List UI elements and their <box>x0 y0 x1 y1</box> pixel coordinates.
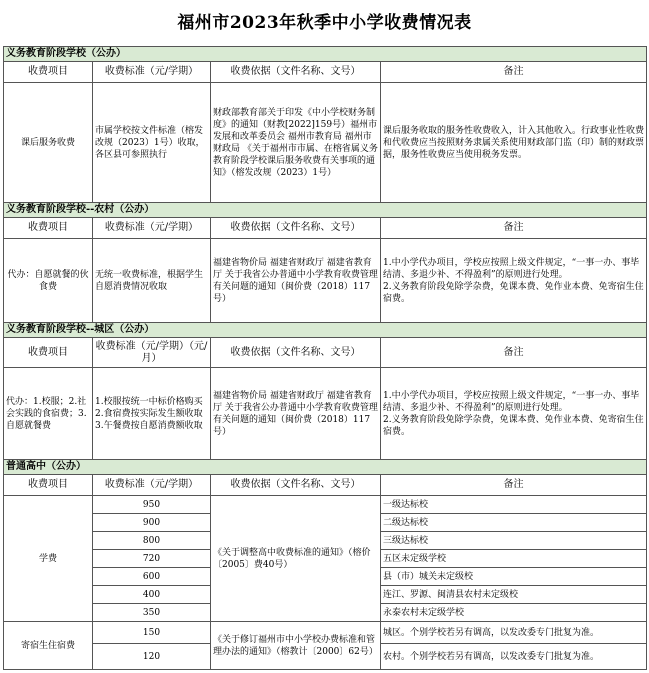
section-header-urban <box>4 323 647 338</box>
fee-remark: 课后服务收取的服务性收费收入，计入其他收入。行政事业性收费和代收费应当按照财务隶属关系使用财政部门监（印）制的财政票据，服务性收费应当使用税务发票。 <box>381 83 647 203</box>
standard-line: 3.午餐费按自愿消费额收取 <box>95 420 203 431</box>
header-item: 收费项目 <box>4 62 93 83</box>
standard-line: 1.校服按统一中标价格购买 <box>95 396 203 407</box>
fee-basis: 财政部教育部关于印发《中小学校财务制度》的通知（财教[2022]159号）福州市发展和改革委员会 福州市教育局 福州市财政局 《关于福州市市属、在榕省属义务教育阶段学校课后服务收费有关事项的通知》（榕发改规（2023）1号） <box>211 83 381 203</box>
fee-amount: 800 <box>93 532 211 550</box>
fee-remark: 五区未定级学校 <box>381 550 647 568</box>
standard-line: 2.食宿费按实际发生额收取 <box>95 408 203 419</box>
header-remark: 备注 <box>381 475 647 496</box>
section-title: 义务教育阶段学校--城区（公办） <box>4 323 647 338</box>
fee-remark: 县（市）城关未定级校 <box>381 568 647 586</box>
header-standard: 收费标准（元/学期） <box>93 62 211 83</box>
header-item: 收费项目 <box>4 218 93 239</box>
table-row <box>4 239 647 323</box>
header-standard: 收费标准（元/学期）（元/月） <box>93 338 211 368</box>
fee-remark: 一级达标校 <box>381 496 647 514</box>
fee-remark <box>381 368 647 460</box>
column-header-row <box>4 218 647 239</box>
remark-line: 1.中小学代办项目，学校应按照上级文件规定，“一事一办、事毕结清、多退少补、不得盈利”的原则进行处理。 <box>383 390 640 413</box>
column-header-row <box>4 338 647 368</box>
fee-basis: 福建省物价局 福建省财政厅 福建省教育厅 关于我省公办普通中小学教育收费管理有关问题的通知（闽价费（2018）117号） <box>211 239 381 323</box>
fee-item: 代办：1.校服；2.社会实践的食宿费；3.自愿就餐费 <box>4 368 93 460</box>
fee-remark: 三级达标校 <box>381 532 647 550</box>
section-header-high <box>4 460 647 475</box>
section-header-rural <box>4 203 647 218</box>
section-title: 义务教育阶段学校（公办） <box>4 47 647 62</box>
fee-basis: 《关于调整高中收费标准的通知》（榕价〔2005〕费40号） <box>211 496 381 622</box>
fee-item: 代办：自愿就餐的伙食费 <box>4 239 93 323</box>
header-basis: 收费依据（文件名称、文号） <box>211 475 381 496</box>
fee-remark: 永泰农村未定级学校 <box>381 604 647 622</box>
column-header-row <box>4 475 647 496</box>
section-title: 普通高中（公办） <box>4 460 647 475</box>
section-title: 义务教育阶段学校--农村（公办） <box>4 203 647 218</box>
fee-amount: 950 <box>93 496 211 514</box>
table-row <box>4 622 647 644</box>
column-header-row <box>4 62 647 83</box>
fee-amount: 150 <box>93 622 211 644</box>
page-title: 福州市2023年秋季中小学收费情况表 <box>177 13 472 33</box>
fee-amount: 350 <box>93 604 211 622</box>
fee-remark: 连江、罗源、闽清县农村未定级校 <box>381 586 647 604</box>
table-row <box>4 368 647 460</box>
fee-amount: 720 <box>93 550 211 568</box>
fee-standard <box>93 368 211 460</box>
header-basis: 收费依据（文件名称、文号） <box>211 218 381 239</box>
section-header-compulsory <box>4 47 647 62</box>
table-row <box>4 496 647 514</box>
fee-amount: 400 <box>93 586 211 604</box>
remark-line: 1.中小学代办项目，学校应按照上级文件规定，“一事一办、事毕结清、多退少补、不得盈利”的原则进行处理。 <box>383 257 640 280</box>
fee-standard: 无统一收费标准，根据学生自愿消费情况收取 <box>93 239 211 323</box>
header-remark: 备注 <box>381 218 647 239</box>
fee-remark: 农村。个别学校若另有调高，以发改委专门批复为准。 <box>381 644 647 670</box>
fee-item: 寄宿生住宿费 <box>4 622 93 670</box>
fee-remark: 二级达标校 <box>381 514 647 532</box>
header-item: 收费项目 <box>4 338 93 368</box>
remark-line: 2.义务教育阶段免除学杂费，免课本费、免作业本费、免寄宿生住宿费。 <box>383 414 644 437</box>
header-standard: 收费标准（元/学期） <box>93 218 211 239</box>
fee-item: 课后服务收费 <box>4 83 93 203</box>
fee-amount: 900 <box>93 514 211 532</box>
header-basis: 收费依据（文件名称、文号） <box>211 62 381 83</box>
fee-amount: 600 <box>93 568 211 586</box>
header-remark: 备注 <box>381 338 647 368</box>
remark-line: 2.义务教育阶段免除学杂费，免课本费、免作业本费、免寄宿生住宿费。 <box>383 281 644 304</box>
fee-remark: 城区。个别学校若另有调高，以发改委专门批复为准。 <box>381 622 647 644</box>
table-row <box>4 83 647 203</box>
fee-basis: 福建省物价局 福建省财政厅 福建省教育厅 关于我省公办普通中小学教育收费管理有关问题的通知（闽价费（2018）117号） <box>211 368 381 460</box>
fee-standard: 市属学校按文件标准（榕发改规（2023）1号）收取，各区县可参照执行 <box>93 83 211 203</box>
header-basis: 收费依据（文件名称、文号） <box>211 338 381 368</box>
fee-item: 学费 <box>4 496 93 622</box>
header-remark: 备注 <box>381 62 647 83</box>
header-standard: 收费标准（元/学期） <box>93 475 211 496</box>
fee-amount: 120 <box>93 644 211 670</box>
fee-basis: 《关于修订福州市中小学校办费标准和管理办法的通知》（榕教计〔2000〕62号） <box>211 622 381 670</box>
header-item: 收费项目 <box>4 475 93 496</box>
fee-table <box>3 46 647 670</box>
fee-remark <box>381 239 647 323</box>
